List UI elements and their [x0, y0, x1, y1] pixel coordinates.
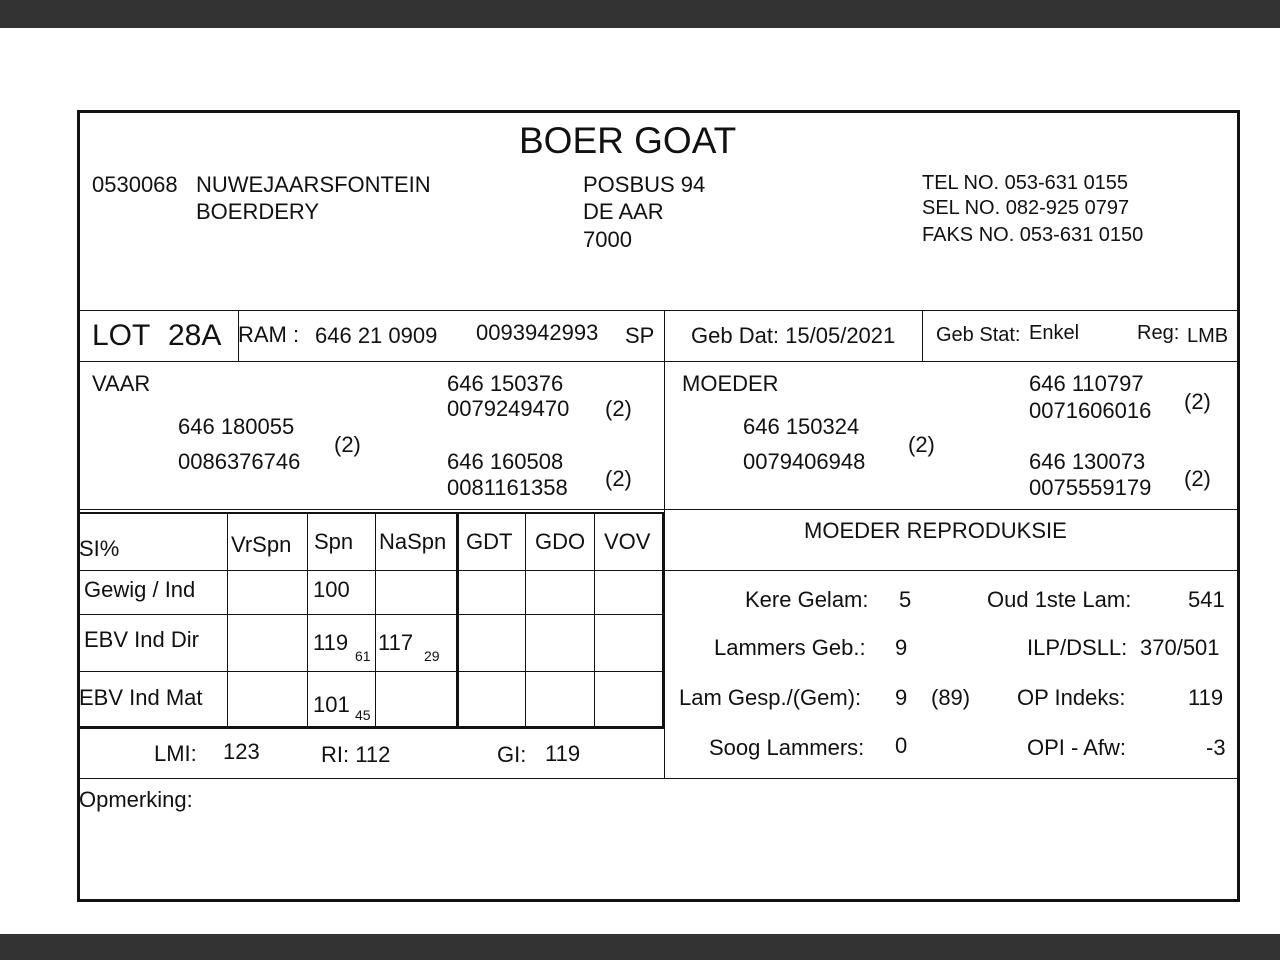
lam-gesp-label: Lam Gesp./(Gem): — [679, 685, 862, 710]
lam-gesp-gem: (89) — [931, 685, 971, 710]
lmi-value: 123 — [223, 739, 260, 764]
opi-afw-value: -3 — [1206, 735, 1226, 760]
lot-number: 28A — [168, 319, 222, 352]
reg-value: LMB — [1187, 325, 1229, 347]
birth-status-value: Enkel — [1029, 322, 1080, 344]
opi-afw-label: OPI - Afw: — [1027, 735, 1127, 760]
bottom-bar — [0, 934, 1280, 960]
address-line2: DE AAR — [583, 199, 664, 224]
ri-value: RI: 112 — [321, 742, 391, 767]
breeder-name-line2: BOERDERY — [196, 199, 320, 224]
moeder-sire-count: (2) — [1184, 389, 1211, 414]
birth-status-label: Geb Stat: — [936, 324, 1021, 346]
row-label: EBV Ind Mat — [79, 685, 203, 710]
address-line1: POSBUS 94 — [583, 172, 706, 197]
moeder-count: (2) — [908, 432, 935, 457]
lammers-geb-value: 9 — [895, 635, 908, 660]
vaar-count: (2) — [334, 432, 361, 457]
gi-value: 119 — [545, 741, 581, 766]
lot-label: LOT — [92, 319, 151, 352]
moeder-sire-reg: 0071606016 — [1029, 398, 1152, 423]
si-header-si: SI% — [79, 536, 120, 561]
sel-number: SEL NO. 082-925 0797 — [922, 197, 1130, 219]
ram-registration: 0093942993 — [476, 320, 599, 345]
moeder-reg: 0079406948 — [743, 449, 866, 474]
vaar-sire-id: 646 150376 — [447, 371, 564, 396]
birth-date: Geb Dat: 15/05/2021 — [691, 323, 896, 348]
vaar-sire-reg: 0079249470 — [447, 396, 570, 421]
vaar-dam-count: (2) — [605, 466, 632, 491]
reg-label: Reg: — [1137, 322, 1180, 344]
vaar-dam-id: 646 160508 — [447, 449, 564, 474]
breeder-code: 0530068 — [92, 172, 178, 197]
moeder-sire-id: 646 110797 — [1029, 371, 1144, 396]
ram-label: RAM : — [238, 322, 300, 347]
op-indeks-value: 119 — [1188, 685, 1224, 710]
sp-label: SP — [625, 323, 655, 348]
spn-accuracy: 45 — [355, 707, 371, 723]
si-header-gdt: GDT — [466, 529, 513, 554]
spn-value: 101 — [313, 692, 350, 717]
breeder-name-line1: NUWEJAARSFONTEIN — [196, 172, 431, 197]
tel-number: TEL NO. 053-631 0155 — [922, 172, 1129, 194]
soog-lammers-value: 0 — [895, 733, 908, 758]
address-line3: 7000 — [583, 227, 632, 252]
ilp-label: ILP/DSLL: — [1027, 635, 1128, 660]
kere-gelam-label: Kere Gelam: — [745, 587, 869, 612]
si-header-gdo: GDO — [535, 529, 586, 554]
op-indeks-label: OP Indeks: — [1017, 685, 1126, 710]
naspn-value: 117 — [378, 630, 414, 655]
card-title: BOER GOAT — [519, 120, 737, 161]
vaar-dam-reg: 0081161358 — [447, 475, 568, 500]
ilp-value: 370/501 — [1140, 635, 1220, 660]
si-header-vrspn: VrSpn — [231, 532, 292, 557]
oud-lam-value: 541 — [1188, 587, 1225, 612]
row-label: EBV Ind Dir — [84, 627, 199, 652]
reproduction-title: MOEDER REPRODUKSIE — [804, 518, 1067, 543]
opmerking-label: Opmerking: — [79, 787, 193, 812]
moeder-dam-id: 646 130073 — [1029, 449, 1146, 474]
moeder-id: 646 150324 — [743, 414, 860, 439]
spn-value: 100 — [313, 577, 350, 602]
oud-lam-label: Oud 1ste Lam: — [987, 587, 1132, 612]
lam-gesp-value: 9 — [895, 685, 908, 710]
si-header-naspn: NaSpn — [379, 529, 447, 554]
lammers-geb-label: Lammers Geb.: — [714, 635, 866, 660]
moeder-label: MOEDER — [682, 371, 779, 396]
vaar-reg: 0086376746 — [178, 449, 301, 474]
si-header-spn: Spn — [314, 529, 354, 554]
soog-lammers-label: Soog Lammers: — [709, 735, 865, 760]
top-bar — [0, 0, 1280, 28]
vaar-id: 646 180055 — [178, 414, 295, 439]
spn-value: 119 — [313, 630, 349, 655]
si-header-vov: VOV — [604, 529, 651, 554]
row-label: Gewig / Ind — [84, 577, 196, 602]
gi-label: GI: — [497, 742, 527, 767]
naspn-accuracy: 29 — [424, 648, 440, 664]
ram-id: 646 21 0909 — [315, 323, 438, 348]
vaar-sire-count: (2) — [605, 396, 632, 421]
vaar-label: VAAR — [92, 371, 151, 396]
faks-number: FAKS NO. 053-631 0150 — [922, 224, 1144, 246]
moeder-dam-count: (2) — [1184, 466, 1211, 491]
moeder-dam-reg: 0075559179 — [1029, 475, 1152, 500]
spn-accuracy: 61 — [355, 648, 371, 664]
lmi-label: LMI: — [154, 741, 197, 766]
kere-gelam-value: 5 — [899, 587, 912, 612]
